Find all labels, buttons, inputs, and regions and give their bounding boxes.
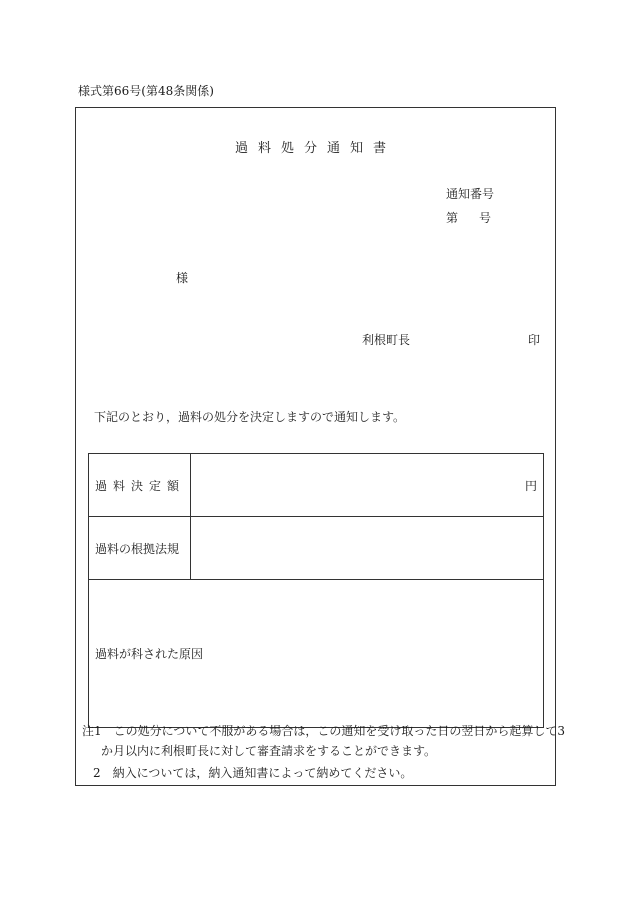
amount-unit: 円 [191,454,544,517]
table-row [89,580,544,728]
number-suffix: 号 [479,211,492,225]
form-number: 様式第66号(第48条関係) [78,84,214,98]
law-value [191,517,544,580]
table-row [89,517,544,580]
law-label: 過料の根拠法規 [89,517,191,580]
body-text: 下記のとおり，過料の処分を決定しますので通知します。 [94,410,406,424]
table-row [89,454,544,517]
seal-mark: 印 [528,333,541,347]
note-1-line-1: 注1 この処分について不服がある場合は，この通知を受け取った日の翌日から起算して3 [82,724,566,738]
detail-table [88,453,544,728]
issuer-name: 利根町長 [362,333,411,347]
reason-label: 過料が科された原因 [89,580,544,728]
note-1-line-2: か月以内に利根町長に対して審査請求をすることができます。 [101,744,437,758]
note-2: 2 納入については，納入通知書によって納めてください。 [93,766,413,780]
addressee-suffix: 様 [176,271,189,285]
document-title: 過料処分通知書 [234,141,396,156]
amount-label: 過料決定額 [89,454,191,517]
notice-number-label: 通知番号 [446,187,495,201]
number-prefix: 第 [446,211,459,225]
